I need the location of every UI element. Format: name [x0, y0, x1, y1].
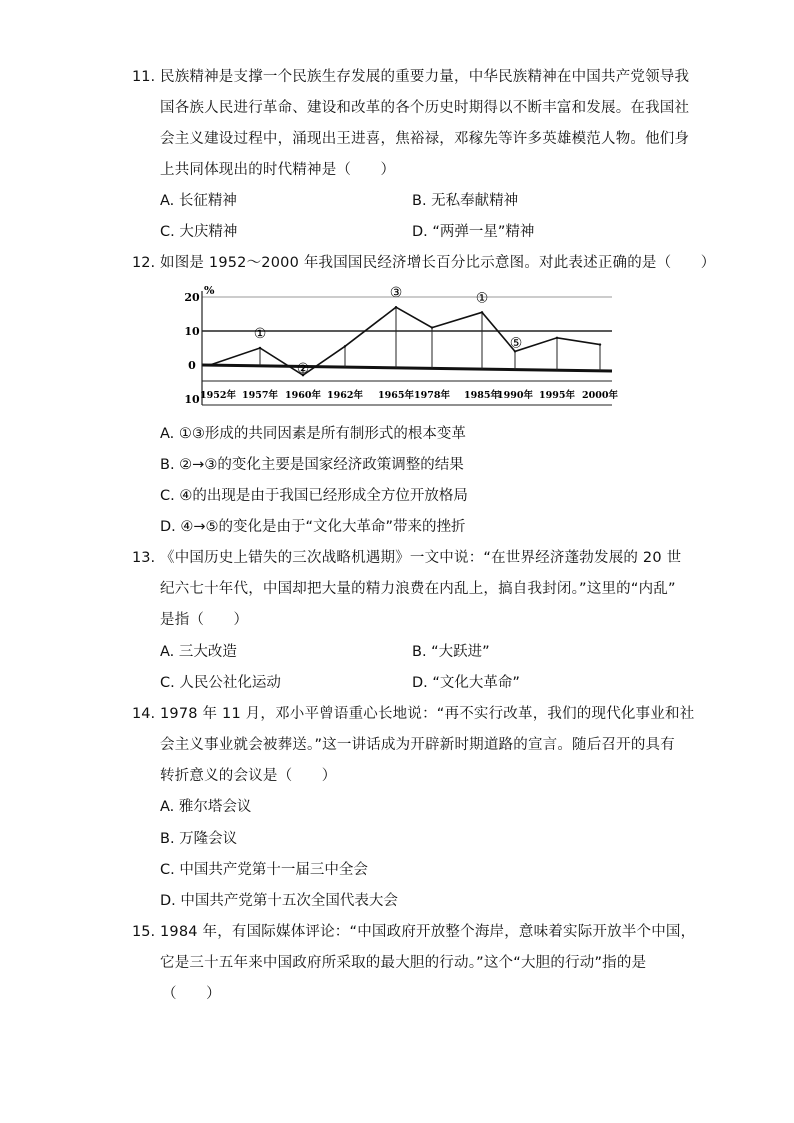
- x-tick-label: 1995年: [539, 390, 575, 401]
- question-15-line-1: 1984 年，有国际媒体评论：“中国政府开放整个海岸，意味着实际开放半个中国，: [160, 924, 696, 940]
- question-12-line-1: 如图是 1952～2000 年我国国民经济增长百分比示意图。对此表述正确的是（ ）: [160, 255, 716, 271]
- question-15-line-2: 它是三十五年来中国政府所采取的最大胆的行动。”这个“大胆的行动”指的是: [160, 955, 647, 971]
- x-axis-zero: [202, 365, 612, 371]
- question-14-option-b[interactable]: B. 万隆会议: [160, 831, 238, 847]
- question-15-line-3: （ ）: [162, 986, 221, 1002]
- data-point: [395, 306, 397, 308]
- question-14-option-c[interactable]: C. 中国共产党第十一届三中全会: [160, 862, 368, 878]
- question-15-number: 15.: [132, 924, 156, 940]
- question-14-option-a[interactable]: A. 雅尔塔会议: [160, 799, 252, 815]
- chart-svg: [180, 284, 618, 409]
- question-13-line-1: 《中国历史上错失的三次战略机遇期》一文中说：“在世界经济蓬勃发展的 20 世: [160, 550, 682, 566]
- question-12-option-c[interactable]: C. ④的出现是由于我国已经形成全方位开放格局: [160, 488, 468, 504]
- data-point: [431, 326, 433, 328]
- x-tick-label: 1960年: [285, 390, 321, 401]
- data-point: [209, 364, 211, 366]
- x-tick-label: 1957年: [242, 390, 278, 401]
- x-tick-label: 1952年: [200, 390, 236, 401]
- x-tick-label: 1985年: [464, 390, 500, 401]
- question-11-number: 11.: [132, 69, 156, 85]
- question-14-option-d[interactable]: D. 中国共产党第十五次全国代表大会: [160, 893, 398, 909]
- marker-label: ③: [389, 285, 403, 302]
- y-tick-label: 10: [184, 325, 200, 338]
- y-unit-label: %: [204, 284, 215, 297]
- y-tick-label: 10: [184, 393, 200, 406]
- marker-label: ①: [475, 290, 489, 307]
- question-13-line-2: 纪六七十年代，中国却把大量的精力浪费在内乱上，搞自我封闭。”这里的“内乱”: [160, 581, 676, 597]
- economic-growth-chart: [180, 284, 618, 409]
- question-11-line-1: 民族精神是支撑一个民族生存发展的重要力量，中华民族精神在中国共产党领导我: [160, 69, 690, 85]
- y-tick-label: 0: [188, 359, 196, 372]
- question-13-line-3: 是指（ ）: [160, 612, 249, 628]
- data-point: [481, 311, 483, 313]
- question-12-option-b[interactable]: B. ②→③的变化主要是国家经济政策调整的结果: [160, 457, 464, 473]
- question-11-line-2: 国各族人民进行革命、建设和改革的各个历史时期得以不断丰富和发展。在我国社: [160, 100, 690, 116]
- x-tick-label: 1962年: [327, 390, 363, 401]
- marker-label: ⑤: [509, 335, 523, 352]
- data-point: [556, 337, 558, 339]
- x-tick-label: 1990年: [497, 390, 533, 401]
- data-point: [259, 347, 261, 349]
- question-11-line-3: 会主义建设过程中，涌现出王进喜，焦裕禄，邓稼先等许多英雄模范人物。他们身: [160, 131, 690, 147]
- y-tick-label: 20: [184, 291, 200, 304]
- question-11-option-d[interactable]: D. “两弹一星”精神: [412, 224, 535, 240]
- question-14-line-3: 转折意义的会议是（ ）: [160, 768, 337, 784]
- marker-label: ②: [296, 361, 310, 378]
- question-12-option-a[interactable]: A. ①③形成的共同因素是所有制形式的根本变革: [160, 426, 466, 442]
- question-11-option-a[interactable]: A. 长征精神: [160, 193, 237, 209]
- data-point: [599, 343, 601, 345]
- x-tick-label: 2000年: [582, 390, 618, 401]
- x-tick-label: 1965年: [378, 390, 414, 401]
- question-12-option-d[interactable]: D. ④→⑤的变化是由于“文化大革命”带来的挫折: [160, 519, 466, 535]
- x-tick-label: 1978年: [414, 390, 450, 401]
- data-point: [344, 345, 346, 347]
- question-13-option-a[interactable]: A. 三大改造: [160, 644, 237, 660]
- question-14-number: 14.: [132, 706, 156, 722]
- question-13-option-b[interactable]: B. “大跃进”: [412, 644, 490, 660]
- question-13-option-c[interactable]: C. 人民公社化运动: [160, 675, 281, 691]
- question-11-line-4: 上共同体现出的时代精神是（ ）: [160, 162, 396, 178]
- question-13-option-d[interactable]: D. “文化大革命”: [412, 675, 520, 691]
- question-11-option-c[interactable]: C. 大庆精神: [160, 224, 238, 240]
- marker-label: ①: [253, 326, 267, 342]
- question-14-line-1: 1978 年 11 月，邓小平曾语重心长地说：“再不实行改革，我们的现代化事业和社: [160, 706, 695, 722]
- question-13-number: 13.: [132, 550, 156, 566]
- question-11-option-b[interactable]: B. 无私奉献精神: [412, 193, 519, 209]
- question-14-line-2: 会主义事业就会被葬送。”这一讲话成为开辟新时期道路的宣言。随后召开的具有: [160, 737, 675, 753]
- question-12-number: 12.: [132, 255, 156, 271]
